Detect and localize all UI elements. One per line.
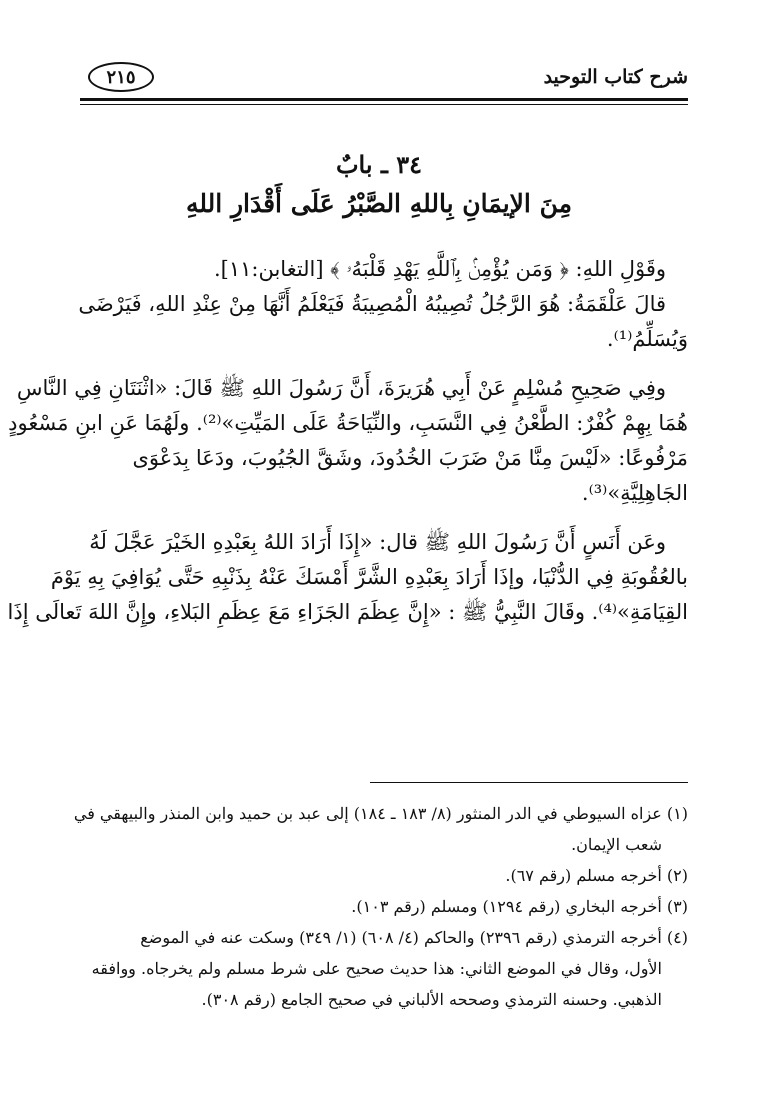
page-header	[80, 62, 688, 96]
header-rule-thick	[80, 98, 688, 101]
footnote-line: الذهبي. وحسنه الترمذي وصححه الألباني في صحيح الجامع (رقم ٣٠٨).	[201, 990, 662, 1009]
page-number: ٢١٥	[88, 62, 154, 92]
body-line: وقَوْلِ اللهِ: ﴿ وَمَن يُؤْمِنۢ بِٱللَّهِ يَهْدِ قَلْبَهُۥ ﴾ [التغابن:١١].	[213, 257, 666, 281]
body-text	[7, 252, 688, 630]
running-title: شرح كتاب التوحيد	[543, 66, 688, 88]
footnote-line: (٤) أخرجه الترمذي (رقم ٢٣٩٦) والحاكم (٤/ ٦٠٨) (١/ ٣٤٩) وسكت عنه في الموضع	[140, 928, 688, 947]
footnote-line: (١) عزاه السيوطي في الدر المنثور (٨/ ١٨٣ ـ ١٨٤) إلى عبد بن حميد وابن المنذر والبيهقي في	[73, 804, 688, 823]
header-rule-thin	[80, 104, 688, 105]
body-line: مَرْفُوعًا: «لَيْسَ مِنَّا مَنْ ضَرَبَ الخُدُودَ، وشَقَّ الجُيُوبَ، ودَعَا بِدَعْوَى	[132, 446, 688, 470]
footnote-line: (٣) أخرجه البخاري (رقم ١٢٩٤) ومسلم (رقم ١٠٣).	[351, 897, 688, 916]
chapter-number: ٣٤ ـ بابٌ	[335, 150, 423, 179]
body-line: بالعُقُوبَةِ فِي الدُّنْيَا، وإذَا أَرَادَ بِعَبْدِهِ الشَّرَّ أَمْسَكَ عَنْهُ بِذَنْبِهِ حَتَّى يُوَافِيَ بِهِ يَوْمَ	[50, 565, 688, 589]
body-line: وفِي صَحِيحِ مُسْلِمٍ عَنْ أَبِي هُرَيرَةَ، أَنَّ رَسُولَ اللهِ ﷺ قَالَ: «اثْنَتَانِ فِي النَّاسِ	[16, 376, 666, 400]
footnote-rule	[370, 782, 688, 783]
body-line: القِيَامَةِ»⁽⁴⁾. وقَالَ النَّبِيُّ ﷺ : «إِنَّ عِظَمَ الجَزَاءِ مَعَ عِظَمِ البَلاءِ، وإِنَّ اللهَ تَعالَى إِذَا	[7, 600, 688, 624]
chapter-heading	[70, 148, 688, 226]
paragraph-gap	[80, 511, 688, 525]
body-line: قالَ عَلْقَمَةُ: هُوَ الرَّجُلُ تُصِيبُهُ الْمُصِيبَةُ فَيَعْلَمُ أَنَّهَا مِنْ عِنْدِ اللهِ، فَيَرْضَى	[78, 292, 666, 316]
footnote-line: الأول، وقال في الموضع الثاني: هذا حديث صحيح على شرط مسلم ولم يخرجاه. ووافقه	[91, 959, 662, 978]
paragraph-gap	[80, 357, 688, 371]
footnote-line: (٢) أخرجه مسلم (رقم ٦٧).	[505, 866, 688, 885]
body-line: وَيُسَلِّمُ⁽¹⁾.	[606, 327, 688, 351]
chapter-title: مِنَ الإيمَانِ بِاللهِ الصَّبْرُ عَلَى أَقْدَارِ اللهِ	[186, 189, 572, 218]
body-line: وعَن أَنَسٍ أَنَّ رَسُولَ اللهِ ﷺ قال: «إِذَا أَرَادَ اللهُ بِعَبْدِهِ الخَيْرَ عَجَّلَ لَهُ	[89, 530, 666, 554]
body-line: الجَاهِلِيَّةِ»⁽³⁾.	[581, 481, 688, 505]
footnote-line: شعب الإيمان.	[571, 835, 662, 854]
footnotes	[73, 798, 688, 1015]
body-line: هُمَا بِهِمْ كُفْرٌ: الطَّعْنُ فِي النَّسَبِ، والنِّيَاحَةُ عَلَى المَيِّتِ»⁽²⁾. ولَهُمَا عَنِ ابنِ مَسْعُودٍ	[8, 411, 688, 435]
